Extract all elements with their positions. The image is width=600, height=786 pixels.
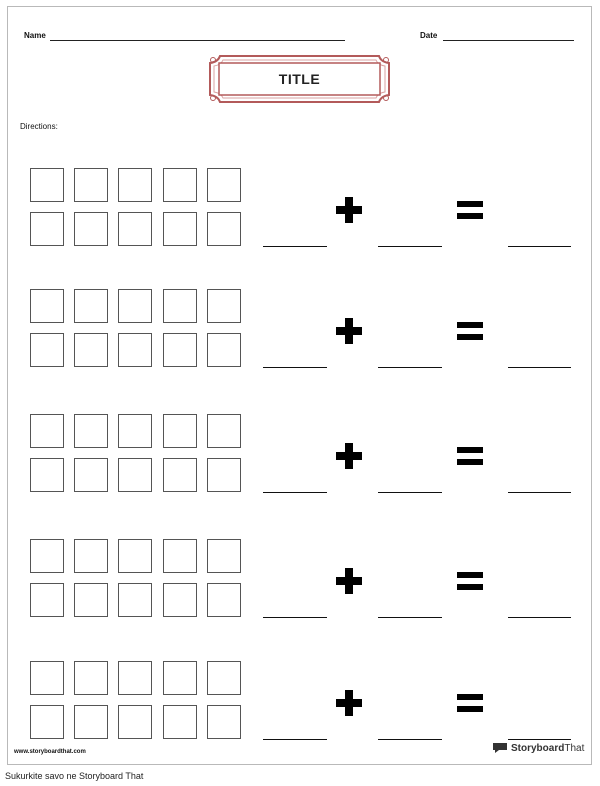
counting-square[interactable] bbox=[207, 458, 241, 492]
counting-square[interactable] bbox=[163, 583, 197, 617]
counting-square[interactable] bbox=[30, 289, 64, 323]
counting-square[interactable] bbox=[118, 661, 152, 695]
counting-square[interactable] bbox=[30, 414, 64, 448]
addend-1-blank[interactable] bbox=[263, 739, 327, 740]
counting-square[interactable] bbox=[118, 414, 152, 448]
addend-2-blank[interactable] bbox=[378, 492, 442, 493]
addend-1-blank[interactable] bbox=[263, 617, 327, 618]
counting-square[interactable] bbox=[163, 212, 197, 246]
problem-row bbox=[0, 289, 600, 389]
counting-square[interactable] bbox=[30, 212, 64, 246]
counting-square[interactable] bbox=[207, 661, 241, 695]
equals-icon bbox=[457, 200, 483, 220]
counting-square[interactable] bbox=[74, 212, 108, 246]
counting-square[interactable] bbox=[163, 168, 197, 202]
counting-square[interactable] bbox=[30, 333, 64, 367]
plus-icon bbox=[335, 567, 363, 595]
counting-square[interactable] bbox=[207, 705, 241, 739]
addend-2-blank[interactable] bbox=[378, 246, 442, 247]
sum-blank[interactable] bbox=[508, 246, 571, 247]
plus-icon bbox=[335, 442, 363, 470]
counting-square[interactable] bbox=[118, 458, 152, 492]
counting-square[interactable] bbox=[74, 414, 108, 448]
counting-square[interactable] bbox=[163, 661, 197, 695]
plus-icon bbox=[335, 317, 363, 345]
counting-square[interactable] bbox=[30, 705, 64, 739]
counting-square[interactable] bbox=[207, 212, 241, 246]
directions-label: Directions: bbox=[20, 122, 58, 131]
logo-text-storyboard: Storyboard bbox=[511, 742, 565, 754]
worksheet-title[interactable]: TITLE bbox=[278, 71, 321, 87]
counting-square[interactable] bbox=[163, 458, 197, 492]
caption-text: Sukurkite savo ne Storyboard That bbox=[5, 771, 144, 781]
problem-row bbox=[0, 414, 600, 514]
counting-square[interactable] bbox=[30, 458, 64, 492]
counting-square[interactable] bbox=[74, 583, 108, 617]
counting-square[interactable] bbox=[30, 539, 64, 573]
counting-square[interactable] bbox=[207, 168, 241, 202]
addend-1-blank[interactable] bbox=[263, 246, 327, 247]
counting-square[interactable] bbox=[30, 583, 64, 617]
equals-icon bbox=[457, 321, 483, 341]
addend-2-blank[interactable] bbox=[378, 617, 442, 618]
counting-square[interactable] bbox=[207, 333, 241, 367]
counting-square[interactable] bbox=[118, 539, 152, 573]
problem-row bbox=[0, 539, 600, 639]
storyboard-logo-icon bbox=[492, 742, 508, 754]
counting-square[interactable] bbox=[74, 539, 108, 573]
sum-blank[interactable] bbox=[508, 492, 571, 493]
counting-square[interactable] bbox=[163, 539, 197, 573]
counting-square[interactable] bbox=[163, 414, 197, 448]
counting-square[interactable] bbox=[118, 333, 152, 367]
counting-square[interactable] bbox=[118, 583, 152, 617]
counting-square[interactable] bbox=[74, 168, 108, 202]
name-field-line[interactable] bbox=[50, 40, 345, 41]
counting-square[interactable] bbox=[207, 583, 241, 617]
counting-square[interactable] bbox=[74, 705, 108, 739]
counting-square[interactable] bbox=[118, 168, 152, 202]
counting-square[interactable] bbox=[163, 289, 197, 323]
counting-square[interactable] bbox=[118, 212, 152, 246]
footer-url: www.storyboardthat.com bbox=[14, 749, 86, 755]
name-label: Name bbox=[24, 31, 46, 40]
counting-square[interactable] bbox=[74, 458, 108, 492]
equals-icon bbox=[457, 571, 483, 591]
plus-icon bbox=[335, 196, 363, 224]
storyboardthat-logo bbox=[492, 742, 584, 754]
logo-text-that: That bbox=[564, 742, 585, 754]
counting-square[interactable] bbox=[74, 333, 108, 367]
sum-blank[interactable] bbox=[508, 739, 571, 740]
counting-square[interactable] bbox=[207, 289, 241, 323]
equals-icon bbox=[457, 693, 483, 713]
counting-square[interactable] bbox=[118, 705, 152, 739]
addend-2-blank[interactable] bbox=[378, 367, 442, 368]
problem-row bbox=[0, 168, 600, 268]
counting-square[interactable] bbox=[74, 661, 108, 695]
counting-square[interactable] bbox=[74, 289, 108, 323]
sum-blank[interactable] bbox=[508, 617, 571, 618]
date-label: Date bbox=[420, 31, 438, 40]
addend-1-blank[interactable] bbox=[263, 492, 327, 493]
counting-square[interactable] bbox=[207, 539, 241, 573]
equals-icon bbox=[457, 446, 483, 466]
title-frame bbox=[208, 54, 391, 104]
plus-icon bbox=[335, 689, 363, 717]
addend-2-blank[interactable] bbox=[378, 739, 442, 740]
counting-square[interactable] bbox=[163, 333, 197, 367]
addend-1-blank[interactable] bbox=[263, 367, 327, 368]
sum-blank[interactable] bbox=[508, 367, 571, 368]
date-field-line[interactable] bbox=[443, 40, 574, 41]
counting-square[interactable] bbox=[118, 289, 152, 323]
counting-square[interactable] bbox=[163, 705, 197, 739]
counting-square[interactable] bbox=[207, 414, 241, 448]
counting-square[interactable] bbox=[30, 168, 64, 202]
counting-square[interactable] bbox=[30, 661, 64, 695]
